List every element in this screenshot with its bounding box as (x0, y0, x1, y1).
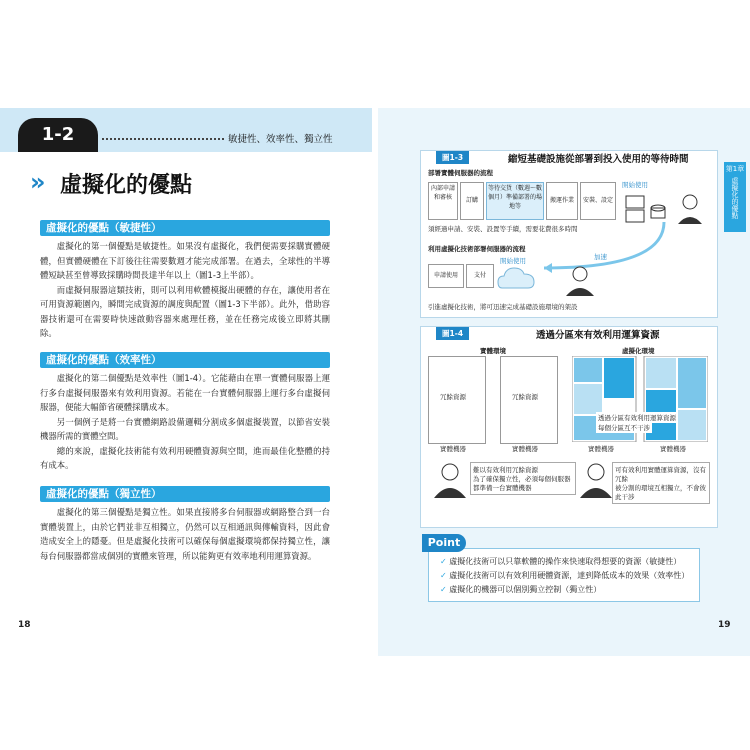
flow-step: 等待交貨（數週～數個月）準備部署的場地等 (486, 182, 544, 220)
flow-step: 支付 (466, 264, 494, 288)
flow-note: 引進虛擬化技術，將可迅速完成基礎設施環境的架設 (428, 303, 578, 311)
idle-resource-label: 冗餘資源 (512, 393, 538, 401)
user-icon (576, 456, 616, 500)
flow-title: 利用虛擬化技術部署伺服器的流程 (428, 245, 526, 253)
point-item (440, 556, 681, 567)
paragraph (40, 371, 330, 473)
figure-label: 圖1-4 (436, 327, 469, 340)
point-item (440, 584, 601, 595)
machine-label: 實體機器 (588, 445, 614, 453)
point-text: 虛擬化技術可以只靠軟體的操作來快速取得想要的資源（敏捷性） (449, 557, 682, 566)
check-icon: ✓ (440, 585, 447, 594)
note-box (470, 462, 576, 495)
speed-label: 加速 (594, 253, 607, 261)
chapter-divider (102, 138, 224, 140)
check-icon: ✓ (440, 557, 447, 566)
paragraph-text: 虛擬化的第二個優點是效率性（圖1-4）。它能藉由在單一實體伺服器上運行多台虛擬伺服器來有效利用資源。若能在一台實體伺服器上運行多台虛擬伺服器，便能大幅節省硬體採購成本。 (40, 373, 330, 412)
side-tab-chapter: 第1章 (725, 165, 745, 173)
section-heading-independence: 虛擬化的優點（獨立性） (40, 486, 330, 502)
page-number-left: 18 (18, 620, 31, 630)
note-box (612, 462, 710, 504)
env-label: 實體環境 (480, 347, 506, 355)
figure-title: 透過分區來有效利用運算資源 (536, 330, 660, 341)
virtual-note: 透過分區有效利用運算資源 (598, 414, 676, 422)
chapter-tags: 敏捷性、效率性、獨立性 (228, 134, 333, 145)
flow-step: 內部申請和審核 (428, 182, 458, 220)
machine-label: 實體機器 (512, 445, 538, 453)
cloud-icon (496, 262, 540, 292)
paragraph-text: 虛擬化的第一個優點是敏捷性。如果沒有虛擬化，我們便需要採購實體硬體，但實體硬體在下訂後往往需要數週才能完成部署。在過去，全球性的半導體短缺甚至曾導致採購時間長達半年以上（圖1-3上半部）。 (40, 241, 330, 280)
paragraph-text: 而虛擬伺服器這類技術，則可以利用軟體模擬出硬體的存在，讓使用者在可用資源範圍內，瞬間完成資源的調度與配置（圖1-3下半部）。此外，借助容器技術還可在需要時快速啟動容器來處理任務，並在任務完成後立即將其刪除。 (40, 284, 330, 338)
paragraph-text: 另一個例子是將一台實體網路設備邏輯分割成多個虛擬裝置，以節省安裝機器所需的實體空間。 (40, 416, 330, 441)
note-text: 可有效利用實體運算資源，沒有冗餘 (615, 466, 706, 483)
point-tag: Point (422, 534, 466, 552)
point-item (440, 570, 689, 581)
machine-label: 實體機器 (440, 445, 466, 453)
ready-label: 開始使用 (622, 181, 648, 189)
user-icon (430, 460, 470, 500)
page-title: 虛擬化的優點 (60, 173, 193, 198)
chevron-right-icon: » (30, 168, 46, 196)
note-text: 被分割的環境互相獨立，不會彼此干涉 (615, 484, 706, 501)
flow-title: 部署實體伺服器的流程 (428, 169, 493, 177)
flow-step: 訂購 (460, 182, 484, 220)
machine-label: 實體機器 (660, 445, 686, 453)
paragraph (40, 239, 330, 341)
flow-step: 搬運作業 (546, 182, 578, 220)
point-text: 虛擬化技術可以有效利用硬體資源，達到降低成本的效果（效率性） (449, 571, 690, 580)
note-text: 難以有效利用冗餘資源 (473, 466, 538, 474)
paragraph-text: 虛擬化的第三個優點是獨立性。如果直接將多台伺服器或網路整合到一台實體裝置上，由於它們並非互相獨立，仍然可以互相通訊與傳輸資料，因此會造成安全上的隱憂。但是虛擬化技術可以確保每個虛擬環境都保持獨立性，讓每台伺服器都當成個別的實體來管理，所以能夠更有效率地利用運算資源。 (40, 507, 330, 561)
paragraph (40, 505, 330, 563)
section-heading-agility: 虛擬化的優點（敏捷性） (40, 220, 330, 236)
note-text: 為了確保獨立性，必須每個伺服器都準備一台實體機器 (473, 475, 571, 492)
check-icon: ✓ (440, 571, 447, 580)
figure-title: 縮短基礎設施從部署到投入使用的等待時間 (508, 154, 689, 165)
ready-label: 開始使用 (500, 257, 526, 265)
page-number-right: 19 (718, 620, 731, 630)
flow-step: 安裝、設定 (580, 182, 616, 220)
point-text: 虛擬化的機器可以個別獨立控制（獨立性） (449, 585, 602, 594)
env-label: 虛擬化環境 (622, 347, 655, 355)
paragraph-text: 總的來說，虛擬化技術能有效利用硬體資源與空間，進而最佳化整體的持有成本。 (40, 445, 330, 470)
idle-resource-label: 冗餘資源 (440, 393, 466, 401)
chapter-number: 1-2 (18, 118, 98, 152)
figure-label: 圖1-3 (436, 151, 469, 164)
flow-note: 須經過申請、安裝、設置等手續，需要花費很多時間 (428, 225, 578, 233)
virtual-note: 每個分區互不干涉 (598, 424, 650, 432)
section-heading-efficiency: 虛擬化的優點（效率性） (40, 352, 330, 368)
user-icon (560, 264, 600, 298)
side-tab-text: 虛擬化的優點 (731, 177, 739, 219)
chapter-side-tab (724, 162, 746, 232)
flow-step: 申請使用 (428, 264, 464, 288)
